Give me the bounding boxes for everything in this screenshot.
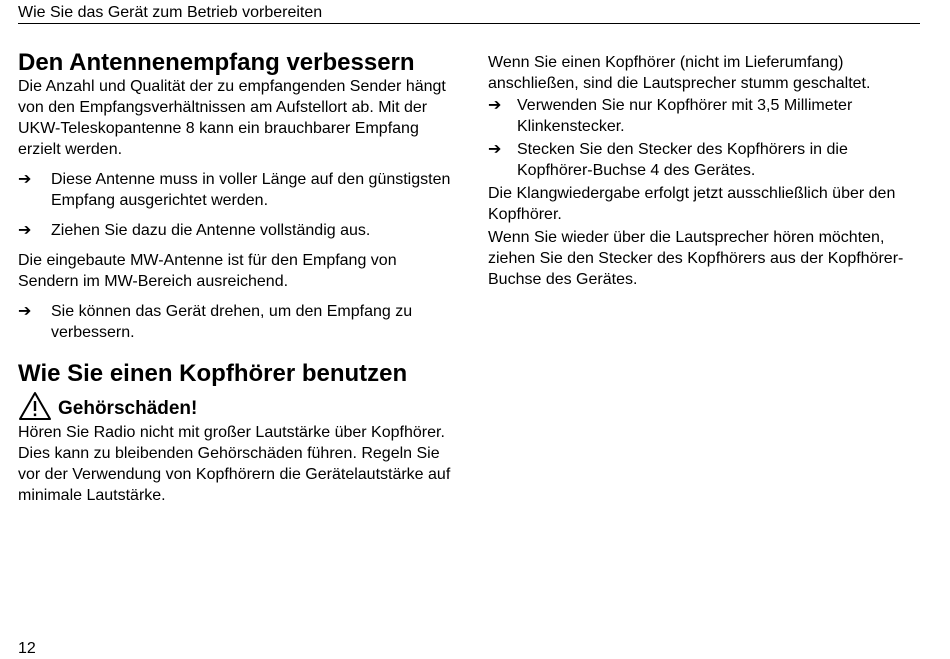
antenna-step-2-text: Ziehen Sie dazu die Antenne vollständig aus.	[51, 222, 371, 239]
header-divider	[18, 23, 920, 24]
running-header: Wie Sie das Gerät zum Betrieb vorbereiten	[18, 4, 323, 21]
antenna-heading: Den Antennenempfang verbessern	[18, 49, 415, 76]
left-column	[18, 48, 458, 506]
mw-step-1-text: Sie können das Gerät drehen, um den Empfang zu verbessern.	[51, 303, 413, 341]
arrow-right-icon: ➔	[18, 222, 32, 239]
antenna-step-1-text: Diese Antenne muss in voller Länge auf den günstigsten Empfang ausgerichtet werden.	[51, 171, 451, 209]
headphone-step-2-text: Stecken Sie den Stecker des Kopfhörers in die Kopfhörer-Buchse 4 des Gerätes.	[517, 141, 848, 179]
arrow-right-icon: ➔	[18, 303, 32, 320]
headphone-intro: Wenn Sie einen Kopfhörer (nicht im Lieferumfang) anschließen, sind die Lautsprecher stumm geschaltet.	[488, 54, 871, 92]
arrow-right-icon: ➔	[488, 141, 502, 158]
antenna-intro: Die Anzahl und Qualität der zu empfangenden Sender hängt von den Empfangsverhältnissen am Aufstellort ab. Mit der UKW-Teleskopantenne 8 kann ein brauchbarer Empfang erzielt werden.	[18, 78, 446, 158]
antenna-step-2	[18, 220, 458, 241]
sound-text: Die Klangwiedergabe erfolgt jetzt ausschließlich über den Kopfhörer.	[488, 185, 896, 223]
headphone-heading: Wie Sie einen Kopfhörer benutzen	[18, 360, 408, 387]
mw-text: Die eingebaute MW-Antenne ist für den Empfang von Sendern im MW-Bereich ausreichend.	[18, 252, 397, 290]
headphone-step-2	[488, 139, 920, 181]
arrow-right-icon: ➔	[488, 97, 502, 114]
headphone-step-1-text: Verwenden Sie nur Kopfhörer mit 3,5 Millimeter Klinkenstecker.	[517, 97, 853, 135]
warning-box	[18, 389, 458, 421]
mw-step-1	[18, 301, 458, 343]
right-column	[488, 52, 920, 290]
warning-triangle-icon	[18, 391, 52, 421]
headphone-step-1	[488, 95, 920, 137]
arrow-right-icon: ➔	[18, 171, 32, 188]
antenna-step-1	[18, 169, 458, 211]
warning-title: Gehörschäden!	[58, 398, 198, 419]
unplug-text: Wenn Sie wieder über die Lautsprecher hören möchten, ziehen Sie den Stecker des Kopfhörers aus der Kopfhörer-Buchse des Gerätes.	[488, 229, 904, 288]
warning-text: Hören Sie Radio nicht mit großer Lautstärke über Kopfhörer. Dies kann zu bleibenden Gehörschäden führen. Regeln Sie vor der Verwendung von Kopfhörern die Gerätelautstärke auf minimale Lautstärke.	[18, 424, 451, 504]
page-number: 12	[18, 640, 36, 657]
